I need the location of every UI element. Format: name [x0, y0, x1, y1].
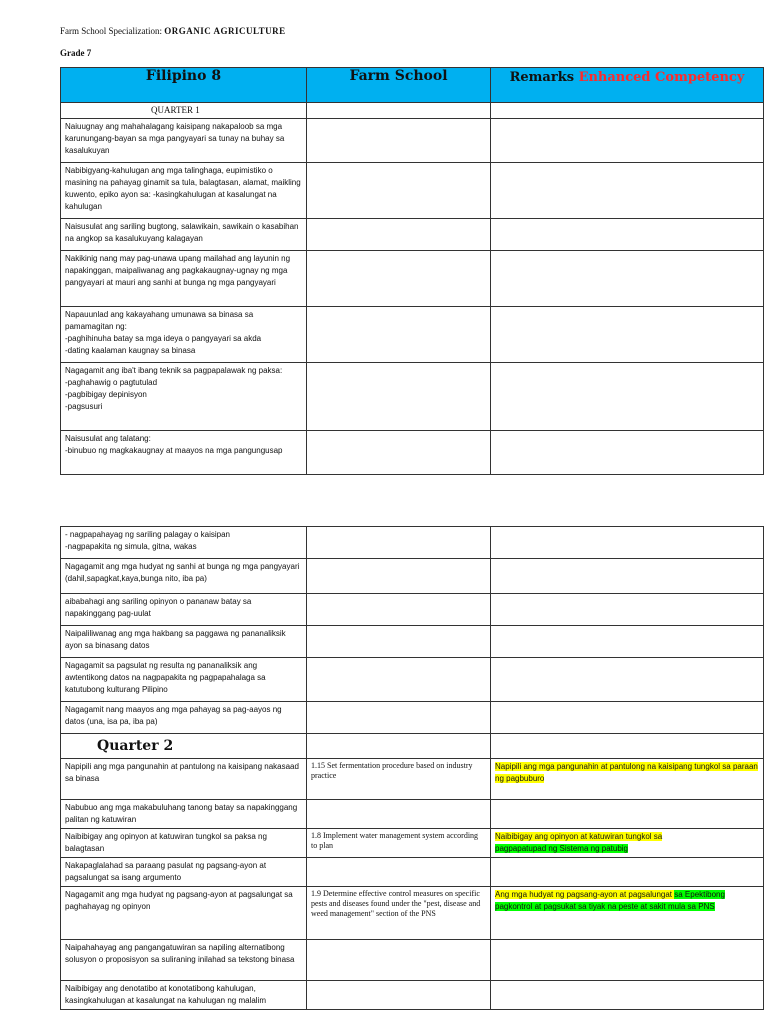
competency-cell: Naisusulat ang talatang: -binubuo ng magkakaugnay at maayos na mga pangungusap: [61, 431, 307, 475]
table-row: [61, 858, 764, 887]
table-row: [61, 307, 764, 363]
table-row: [61, 887, 764, 940]
remarks-highlight-yellow: Napipili ang mga pangunahin at pantulong na kaisipang tungkol sa paraan ng pagbuburo: [495, 762, 758, 783]
specialization-line: [60, 26, 286, 36]
remarks-cell: [491, 887, 764, 940]
specialization-label: Farm School Specialization:: [60, 26, 162, 36]
farm-school-cell: 1.15 Set fermentation procedure based on industry practice: [307, 759, 491, 800]
competency-cell: Napipili ang mga pangunahin at pantulong na kaisipang nakasaad sa binasa: [61, 759, 307, 800]
table-row: [61, 431, 764, 475]
table-row: [61, 251, 764, 307]
competency-cell: Nagagamit ang mga hudyat ng sanhi at bunga ng mga pangyayari (dahil,sapagkat,kaya,bunga nito, iba pa): [61, 559, 307, 594]
quarter1-row: [61, 103, 764, 119]
remarks-highlight-yellow: Ang mga hudyat ng pagsang-ayon at pagsalungat: [495, 890, 675, 899]
competency-table-2: [60, 526, 764, 1010]
grade-label: Grade 7: [60, 48, 92, 58]
table-row: [61, 829, 764, 858]
table-header-row: [61, 68, 764, 103]
quarter2-label: Quarter 2: [61, 734, 307, 759]
competency-cell: Nagagamit ang mga hudyat ng pagsang-ayon at pagsalungat sa paghahayag ng opinyon: [61, 887, 307, 940]
specialization-value: ORGANIC AGRICULTURE: [164, 26, 286, 36]
farm-school-cell: 1.8 Implement water management system according to plan: [307, 829, 491, 858]
competency-cell: Naibibigay ang denotatibo at konotatibong kahulugan, kasingkahulugan at kasalungat na kahulugan ng malalim: [61, 981, 307, 1010]
header-filipino: Filipino 8: [61, 68, 307, 103]
competency-cell: Napauunlad ang kakayahang umunawa sa binasa sa pamamagitan ng: -paghihinuha batay sa mga ideya o pangyayari sa akda -dating kaalaman kaugnay sa binasa: [61, 307, 307, 363]
competency-cell: Nagagamit nang maayos ang mga pahayag sa pag-aayos ng datos (una, isa pa, iba pa): [61, 702, 307, 734]
enhanced-competency-label: Enhanced Competency: [578, 70, 745, 85]
remarks-highlight-yellow: Naibibigay ang opinyon at katuwiran tungkol sa: [495, 832, 663, 841]
table-row: [61, 759, 764, 800]
quarter1-label: QUARTER 1: [61, 103, 307, 119]
competency-cell: aibabahagi ang sariling opinyon o pananaw batay sa napakinggang pag-uulat: [61, 594, 307, 626]
competency-cell: Naisusulat ang sariling bugtong, salawikain, sawikain o kasabihan na angkop sa kasalukuyang kalagayan: [61, 219, 307, 251]
header-farm-school: Farm School: [307, 68, 491, 103]
quarter2-row: [61, 734, 764, 759]
competency-cell: Nabubuo ang mga makabuluhang tanong batay sa napakinggang palitan ng katuwiran: [61, 800, 307, 829]
table-row: [61, 702, 764, 734]
competency-cell: Naipaliliwanag ang mga hakbang sa paggawa ng pananaliksik ayon sa binasang datos: [61, 626, 307, 658]
table-row: [61, 658, 764, 702]
table-row: [61, 626, 764, 658]
competency-cell: Naibibigay ang opinyon at katuwiran tungkol sa paksa ng balagtasan: [61, 829, 307, 858]
table-row: [61, 119, 764, 163]
header-remarks: [491, 68, 764, 103]
remarks-highlight-green: pagpapatupad ng Sistema ng patubig: [495, 844, 628, 853]
table-row: [61, 559, 764, 594]
table-row: [61, 594, 764, 626]
remarks-highlight-green: sa Epektibong pagkontrol at pagsukat sa tiyak na peste at sakit mula sa PNS: [495, 890, 725, 911]
competency-cell: Naiuugnay ang mahahalagang kaisipang nakapaloob sa mga karunungang-bayan sa mga pangyayari sa tunay na buhay sa kasalukuyan: [61, 119, 307, 163]
competency-cell: Nagagamit sa pagsulat ng resulta ng pananaliksik ang awtentikong datos na nagpapakita ng pagpapahalaga sa katutubong kulturang Pilipino: [61, 658, 307, 702]
competency-table-1: [60, 67, 764, 475]
remarks-cell: [491, 829, 764, 858]
farm-school-cell: 1.9 Determine effective control measures on specific pests and diseases found under the "pest, disease and weed management" section of the PNS: [307, 887, 491, 940]
competency-cell: Nakikinig nang may pag-unawa upang mailahad ang layunin ng napakinggan, maipaliwanag ang pagkakaugnay-ugnay ng mga pangyayari at mauri ang sanhi at bunga ng mga pangyayari: [61, 251, 307, 307]
table-row: [61, 363, 764, 431]
table-row: [61, 981, 764, 1010]
table-row: [61, 527, 764, 559]
remarks-label: Remarks: [509, 70, 579, 85]
competency-cell: Naipahahayag ang pangangatuwiran sa napiling alternatibong solusyon o proposisyon sa suliraning inilahad sa tekstong binasa: [61, 940, 307, 981]
competency-cell: - nagpapahayag ng sariling palagay o kaisipan -nagpapakita ng simula, gitna, wakas: [61, 527, 307, 559]
table-row: [61, 163, 764, 219]
competency-cell: Nagagamit ang iba't ibang teknik sa pagpapalawak ng paksa: -paghahawig o pagtutulad -pagbibigay depinisyon -pagsusuri: [61, 363, 307, 431]
table-row: [61, 940, 764, 981]
competency-cell: Nabibigyang-kahulugan ang mga talinghaga, eupimistiko o masining na pahayag ginamit sa tula, balagtasan, alamat, maikling kuwento, epiko ayon sa: -kasingkahulugan at kasalungat na kahulugan: [61, 163, 307, 219]
remarks-cell: [491, 759, 764, 800]
table-row: [61, 800, 764, 829]
table-row: [61, 219, 764, 251]
competency-cell: Nakapaglalahad sa paraang pasulat ng pagsang-ayon at pagsalungat sa isang argumento: [61, 858, 307, 887]
